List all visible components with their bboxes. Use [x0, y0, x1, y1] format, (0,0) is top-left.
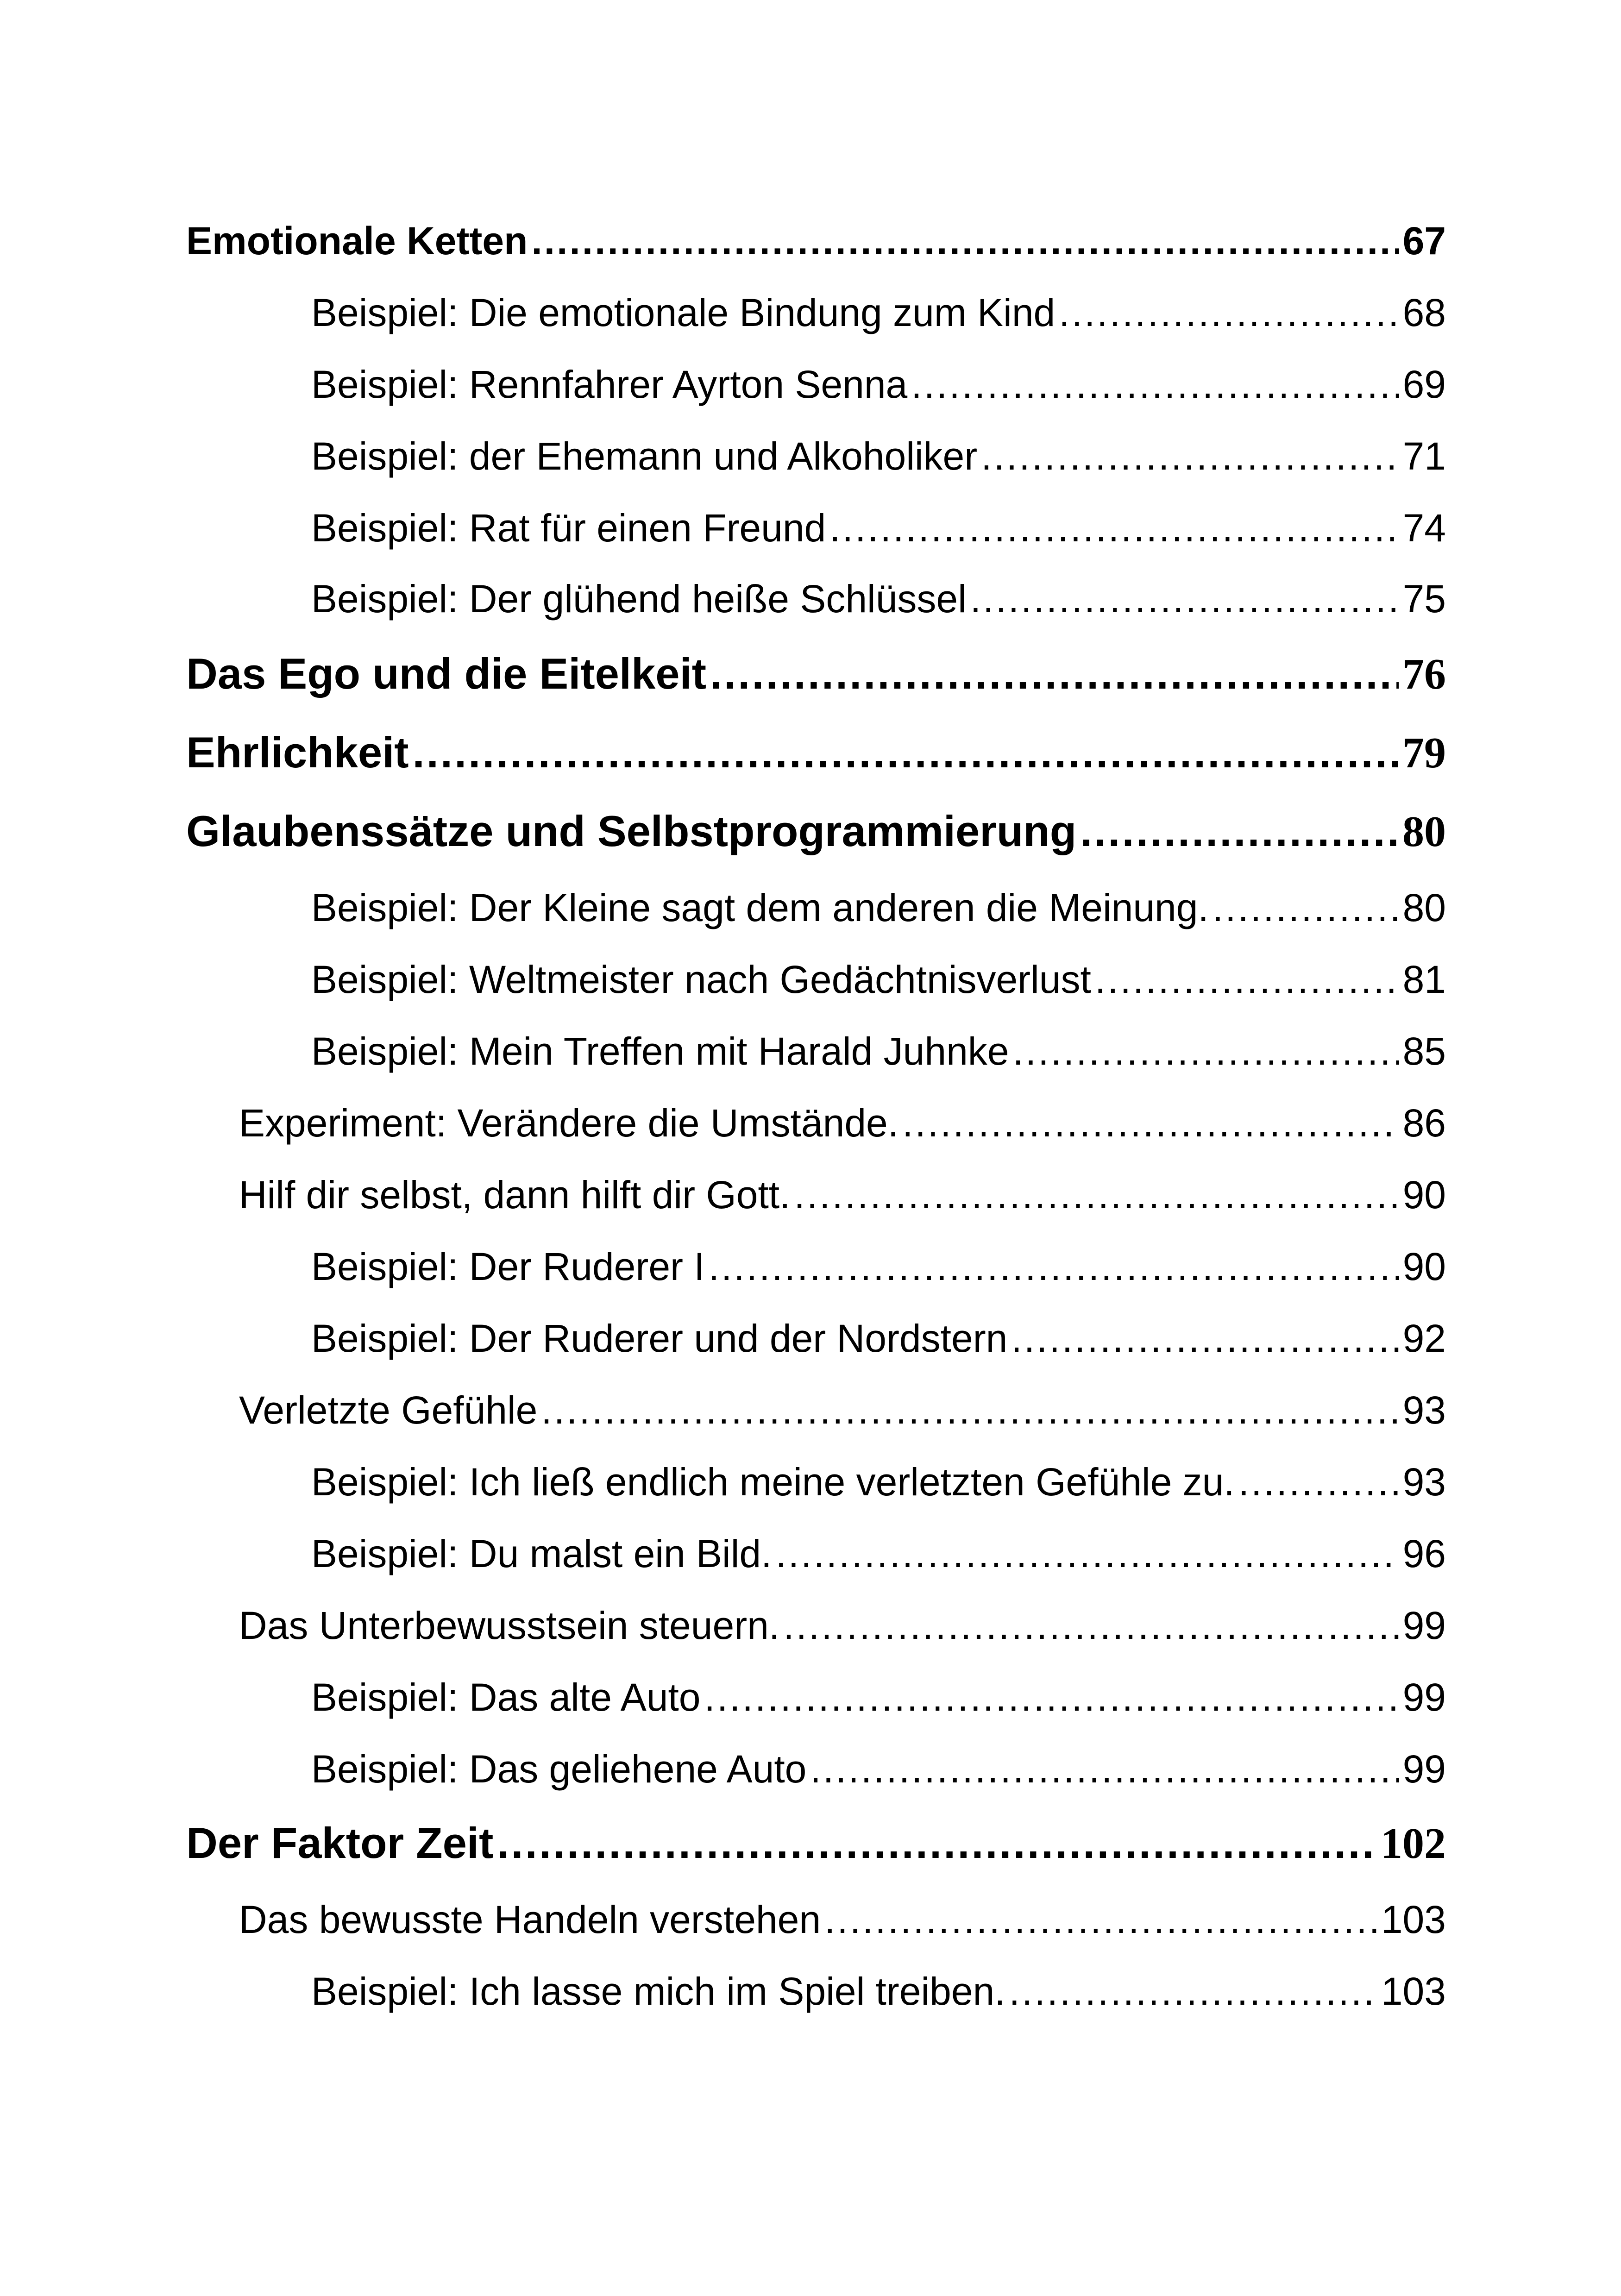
- toc-entry-title: Beispiel: Mein Treffen mit Harald Juhnke: [311, 1029, 1009, 1073]
- toc-entry-page: 68: [1402, 291, 1446, 334]
- toc-entry-title: Das bewusste Handeln verstehen: [239, 1898, 821, 1941]
- dot-leader: [970, 571, 1399, 627]
- toc-entry[interactable]: [311, 1023, 1446, 1079]
- toc-entry-page: 71: [1402, 434, 1446, 478]
- dot-leader: [704, 1669, 1399, 1725]
- toc-entry[interactable]: [311, 880, 1446, 935]
- toc-entry-page: 80: [1402, 886, 1446, 929]
- toc-entry[interactable]: [311, 1311, 1446, 1366]
- toc-entry-title: Beispiel: Ich lasse mich im Spiel treiben.: [311, 1970, 1005, 2013]
- toc-entry-title: Beispiel: der Ehemann und Alkoholiker: [311, 434, 978, 478]
- toc-entry[interactable]: [239, 1892, 1446, 1947]
- toc-entry[interactable]: [311, 1454, 1446, 1510]
- toc-entry[interactable]: [311, 952, 1446, 1007]
- toc-entry-page: 69: [1402, 363, 1446, 406]
- toc-entry-page: 90: [1402, 1173, 1446, 1217]
- dot-leader: [794, 1167, 1399, 1223]
- toc-entry[interactable]: [186, 1813, 1446, 1873]
- toc-entry-title: Ehrlichkeit: [186, 728, 409, 777]
- toc-entry[interactable]: [186, 644, 1446, 704]
- toc-entry-page: 93: [1402, 1388, 1446, 1432]
- toc-entry-page: 99: [1402, 1675, 1446, 1719]
- dot-leader: [531, 213, 1399, 269]
- toc-entry[interactable]: [239, 1598, 1446, 1653]
- dot-leader: [1009, 1964, 1377, 2019]
- toc-entry-title: Beispiel: Das geliehene Auto: [311, 1747, 807, 1791]
- dot-leader: [810, 1741, 1399, 1797]
- dot-leader: [1013, 1023, 1399, 1079]
- toc-entry[interactable]: [186, 722, 1446, 783]
- toc-entry-title: Emotionale Ketten: [186, 219, 528, 263]
- toc-entry[interactable]: [239, 1095, 1446, 1151]
- toc-entry-page: 99: [1402, 1604, 1446, 1647]
- toc-entry[interactable]: [311, 1239, 1446, 1294]
- toc-entry[interactable]: [311, 1741, 1446, 1797]
- toc-entry-title: Der Faktor Zeit: [186, 1819, 494, 1867]
- toc-entry-title: Das Unterbewusstsein steuern.: [239, 1604, 780, 1647]
- dot-leader: [1080, 801, 1399, 861]
- toc-entry[interactable]: [186, 801, 1446, 861]
- toc-entry-title: Beispiel: Der glühend heiße Schlüssel: [311, 577, 967, 621]
- toc-entry-title: Beispiel: Du malst ein Bild.: [311, 1532, 772, 1575]
- toc-entry[interactable]: [311, 285, 1446, 340]
- toc-entry-title: Das Ego und die Eitelkeit: [186, 649, 706, 698]
- toc-entry-page: 80: [1402, 808, 1446, 856]
- toc-entry[interactable]: [311, 500, 1446, 556]
- toc-entry-title: Beispiel: Ich ließ endlich meine verletzten Gefühle zu.: [311, 1460, 1235, 1504]
- dot-leader: [413, 722, 1399, 783]
- toc-entry-title: Verletzte Gefühle: [239, 1388, 538, 1432]
- toc-entry[interactable]: [311, 428, 1446, 484]
- toc-entry-page: 102: [1381, 1819, 1446, 1868]
- toc-entry-page: 81: [1402, 958, 1446, 1001]
- toc-entry-title: Beispiel: Weltmeister nach Gedächtnisverlust: [311, 958, 1091, 1001]
- dot-leader: [783, 1598, 1399, 1653]
- toc-entry-title: Beispiel: Rennfahrer Ayrton Senna: [311, 363, 908, 406]
- toc-entry-page: 79: [1402, 729, 1446, 777]
- dot-leader: [1011, 1311, 1399, 1366]
- toc-entry-page: 75: [1402, 577, 1446, 621]
- toc-entry-title: Experiment: Verändere die Umstände.: [239, 1101, 899, 1145]
- dot-leader: [775, 1526, 1399, 1581]
- dot-leader: [1213, 880, 1399, 935]
- dot-leader: [902, 1095, 1399, 1151]
- dot-leader: [1095, 952, 1399, 1007]
- toc-entry-title: Beispiel: Der Ruderer und der Nordstern: [311, 1317, 1008, 1360]
- toc-entry-page: 92: [1402, 1317, 1446, 1360]
- toc-entry[interactable]: [239, 1382, 1446, 1438]
- toc-entry[interactable]: [311, 1964, 1446, 2019]
- toc-entry-title: Hilf dir selbst, dann hilft dir Gott.: [239, 1173, 791, 1217]
- toc-entry-page: 93: [1402, 1460, 1446, 1504]
- dot-leader: [1238, 1454, 1399, 1510]
- toc-entry-title: Beispiel: Der Ruderer I: [311, 1245, 705, 1288]
- toc-entry-page: 74: [1402, 506, 1446, 550]
- dot-leader: [541, 1382, 1399, 1438]
- dot-leader: [709, 1239, 1399, 1294]
- toc-entry[interactable]: [311, 1526, 1446, 1581]
- toc-entry-page: 99: [1402, 1747, 1446, 1791]
- dot-leader: [829, 500, 1399, 556]
- toc-entry-page: 103: [1381, 1898, 1446, 1941]
- dot-leader: [911, 357, 1399, 412]
- toc-entry[interactable]: [239, 1167, 1446, 1223]
- toc-entry-title: Glaubenssätze und Selbstprogrammierung: [186, 807, 1077, 855]
- toc-entry-title: Beispiel: Das alte Auto: [311, 1675, 701, 1719]
- toc-entry-page: 86: [1402, 1101, 1446, 1145]
- toc-entry[interactable]: [311, 571, 1446, 627]
- toc-entry[interactable]: [311, 357, 1446, 412]
- dot-leader: [1059, 285, 1399, 340]
- toc-entry-page: 67: [1402, 219, 1446, 263]
- dot-leader: [710, 644, 1399, 704]
- toc-entry-page: 85: [1402, 1029, 1446, 1073]
- toc-entry[interactable]: [311, 1669, 1446, 1725]
- toc-entry-page: 103: [1381, 1970, 1446, 2013]
- toc-entry-page: 96: [1402, 1532, 1446, 1575]
- dot-leader: [824, 1892, 1377, 1947]
- toc-entry[interactable]: [186, 213, 1446, 269]
- toc-entry-page: 76: [1402, 650, 1446, 698]
- toc-entry-title: Beispiel: Die emotionale Bindung zum Kind: [311, 291, 1056, 334]
- toc-entry-page: 90: [1402, 1245, 1446, 1288]
- toc-entry-title: Beispiel: Der Kleine sagt dem anderen die Meinung.: [311, 886, 1209, 929]
- dot-leader: [497, 1813, 1377, 1873]
- toc-entry-title: Beispiel: Rat für einen Freund: [311, 506, 826, 550]
- dot-leader: [981, 428, 1399, 484]
